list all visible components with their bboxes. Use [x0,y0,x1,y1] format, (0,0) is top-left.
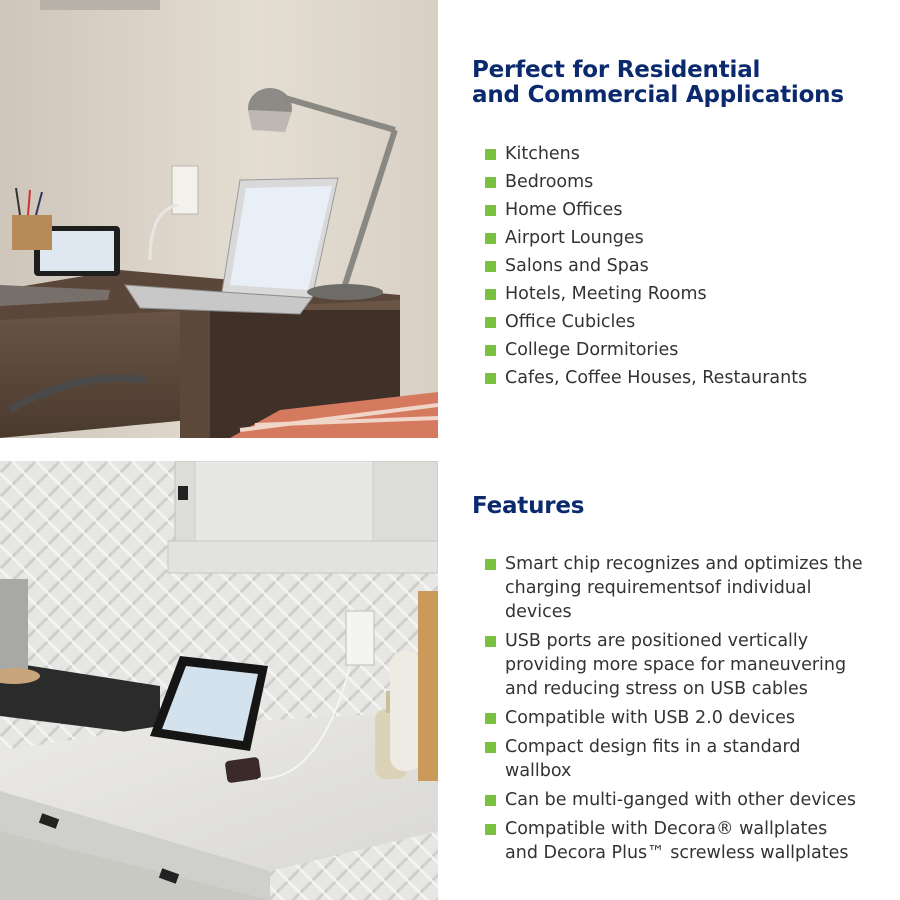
features-heading-text: Features [472,493,585,519]
list-item-label: Bedrooms [505,172,594,192]
features-section [472,493,892,863]
list-item [485,224,807,252]
bullet-square-icon [485,177,496,188]
bullet-square-icon [485,205,496,216]
bullet-square-icon [485,373,496,384]
bullet-square-icon [485,742,496,753]
bullet-square-icon [485,559,496,570]
list-item-label: Smart chip recognizes and optimizes the charging requirementsof individual devices [505,554,863,622]
list-item [485,788,865,812]
home-office-photo [0,0,438,438]
applications-heading-line1: Perfect for Residential [472,57,761,83]
list-item [485,552,865,624]
list-item [485,336,807,364]
applications-section [472,57,892,388]
list-item-label: College Dormitories [505,340,679,360]
list-item-label: Can be multi-ganged with other devices [505,790,857,810]
list-item-label: Compact design fits in a standard wallbox [505,737,801,781]
list-item [485,280,807,308]
list-item [485,706,865,730]
bullet-square-icon [485,233,496,244]
applications-heading [472,58,892,108]
list-item [485,735,865,783]
list-item-label: Airport Lounges [505,228,644,248]
bullet-square-icon [485,317,496,328]
bullet-square-icon [485,824,496,835]
list-item-label: Home Offices [505,200,623,220]
list-item-label: Salons and Spas [505,256,649,276]
bullet-square-icon [485,713,496,724]
list-item-label: Compatible with Decora® wallplates and Decora Plus™ screwless wallplates [505,819,849,863]
list-item-label: Office Cubicles [505,312,636,332]
bullet-square-icon [485,345,496,356]
list-item-label: USB ports are positioned vertically providing more space for maneuvering and reducing stress on USB cables [505,631,847,699]
list-item [485,308,807,336]
list-item [485,364,807,392]
bullet-square-icon [485,636,496,647]
bullet-square-icon [485,261,496,272]
applications-list [485,140,807,392]
kitchen-photo [0,461,438,900]
features-heading [472,494,892,519]
applications-heading-line2: and Commercial Applications [472,82,844,108]
list-item [485,168,807,196]
features-list [485,552,865,870]
list-item [485,252,807,280]
list-item [485,196,807,224]
list-item-label: Compatible with USB 2.0 devices [505,708,795,728]
list-item [485,817,865,865]
bullet-square-icon [485,149,496,160]
list-item-label: Kitchens [505,144,580,164]
list-item-label: Cafes, Coffee Houses, Restaurants [505,368,808,388]
bullet-square-icon [485,289,496,300]
bullet-square-icon [485,795,496,806]
list-item [485,140,807,168]
list-item-label: Hotels, Meeting Rooms [505,284,707,304]
list-item [485,629,865,701]
